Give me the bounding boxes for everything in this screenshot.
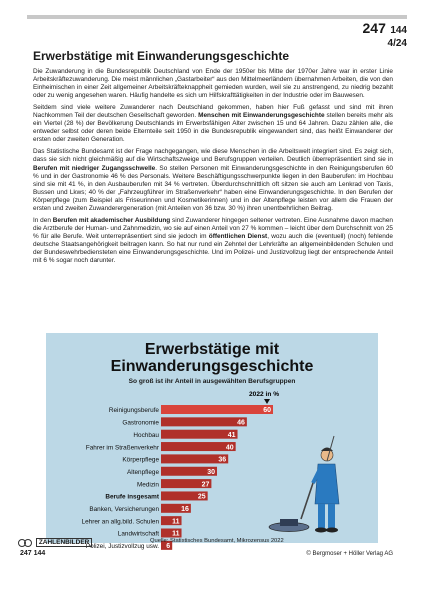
paragraph-2 — [33, 104, 393, 144]
value-label: 27 — [201, 481, 210, 489]
top-rule — [27, 15, 407, 19]
value-label: 30 — [207, 468, 215, 476]
paragraph-4-text-a: In den — [33, 216, 53, 224]
paragraph-2-text-a: Seitdem sind viele weitere Zuwanderer nach Deutschland gekommen, haben hier Fuß gefasst und sind mit ihren Nachkommen Teil der deutschen Gesellschaft geworden. — [33, 104, 393, 120]
value-label: 40 — [225, 444, 234, 452]
paragraph-3-bold: Berufen mit niedriger Zugangsschwelle — [33, 164, 156, 172]
category-label: Körperpflege — [122, 456, 159, 464]
infographic — [31, 333, 393, 566]
value-label: 36 — [218, 456, 227, 464]
category-label: Hochbau — [133, 431, 159, 439]
paragraph-4-text-c: sind Zuwanderer hingegen seltener vertreten. Eine Ausnahme davon machen die Arztberufe der Human- und Zahnmedizin, wo sie auf einen Anteil von 27 % kommen – leicht über dem Durchschnitt von 25 % für alle Berufe. Weit unterrepräsentiert sind sie jedoch im — [33, 216, 394, 240]
category-label: Altenpflege — [127, 468, 159, 476]
bar — [161, 405, 273, 414]
down-arrow-icon — [264, 399, 270, 404]
category-label: Banken, Versicherungen — [89, 506, 159, 513]
category-label: Berufe insgesamt — [105, 493, 159, 501]
copyright: © Bergmoser + Höller Verlag AG — [306, 551, 393, 557]
value-label: 41 — [227, 431, 236, 439]
category-label: Lehrer an allg.bild. Schulen — [81, 518, 159, 526]
document-number — [363, 21, 408, 49]
category-label: Landwirtschaft — [117, 530, 159, 538]
chart-source: Quelle: Statistisches Bundesamt, Mikrozensus 2022 — [150, 538, 284, 544]
paragraph-3 — [33, 148, 393, 212]
value-label: 11 — [172, 518, 180, 526]
paragraph-4-bold-1: Berufen mit akademischer Ausbildung — [52, 216, 171, 224]
doc-issue: 4/24 — [387, 38, 407, 49]
value-label: 11 — [172, 530, 180, 538]
footer-number: 247 144 — [20, 550, 46, 557]
value-label: 60 — [263, 407, 271, 415]
paragraph-2-bold: Menschen mit Einwanderungsgeschichte — [198, 112, 325, 120]
paragraph-3-text-a: Das Statistische Bundesamt ist der Frage nachgegangen, wie diese Menschen in die Arbeitswelt integriert sind. Es zeigt sich, dass sie sich nicht gleichmäßig auf die Wirtschaftszweige und Berufsgruppen verteilen. Deutlich überrepräsentiert sind sie in — [33, 148, 393, 164]
category-label: Polizei, Justizvollzug usw. — [85, 543, 159, 551]
doc-number-main: 247 — [362, 20, 386, 36]
value-label: 6 — [166, 543, 171, 551]
bar — [161, 430, 238, 439]
paragraph-4-text-e: , wozu auch die (eventuell) (noch) fehlende deutsche Staatsangehörigkeit beitragen kann. So hat nur rund ein Zehntel der Lehrkräfte an allgemeinbildenden Schulen und der Bundeswehrbediensteten eine Einwanderungsgeschichte. Und im Polizei- und Justizvollzug liegt der entsprechende Anteil mit 6 % sogar noch darunter. — [33, 232, 393, 265]
value-label: 46 — [237, 419, 245, 427]
paragraph-4-bold-2: öffentlichen Dienst — [208, 232, 268, 240]
bar — [161, 442, 236, 451]
bars-group — [82, 391, 280, 550]
page-title: Erwerbstätige mit Einwanderungsgeschichte — [33, 49, 290, 63]
publisher-logo — [18, 538, 92, 547]
logo-label: ZAHLENBILDER — [36, 538, 93, 547]
category-label: Reinigungsberufe — [108, 407, 159, 415]
column-header: 2022 in % — [249, 391, 280, 398]
logo-circles-icon — [18, 539, 32, 546]
paragraph-2-text-c: stellen bereits mehr als ein Viertel (28 %) der Bevölkerung Deutschlands im Erwerbsfähigen Alter zwischen 15 und 64 Jahren. Dazu zählen alle, die entweder selbst oder deren beide Elternteile seit 1950 in die Bundesrepublik eingewandert sind, das heißt Einwanderer der ersten oder zweiten Generation. — [33, 112, 393, 144]
category-label: Gastronomie — [122, 419, 159, 427]
value-label: 25 — [197, 493, 206, 501]
bar — [161, 417, 247, 426]
doc-number-sub: 144 — [390, 25, 407, 36]
chart-title: Erwerbstätige mit Einwanderungsgeschichte — [110, 341, 314, 375]
chart-subtitle: So groß ist ihr Anteil in ausgewählten Berufsgruppen — [128, 378, 296, 385]
cleaner-illustration — [269, 436, 339, 533]
bar-chart — [31, 333, 393, 566]
paragraph-4 — [33, 217, 393, 265]
category-label: Fahrer im Straßenverkehr — [85, 444, 159, 452]
article-body — [33, 68, 393, 269]
category-label: Medizin — [136, 481, 159, 489]
paragraph-1-text: Die Zuwanderung in die Bundesrepublik Deutschland von Ende der 1950er bis Mitte der 1970er Jahre war in erster Linie Arbeitskräftezuwanderung. Die meist männlichen „Gastarbeiter“ aus den Mittelmeerländern übernahmen Arbeiten, die von den Einheimischen in einer Zeit allgemeiner Arbeitskräfteknappheit gemieden wurden, weil sie zu anstrengend, zu niedrig bezahlt oder zu wenig angesehen waren. Häufig handelte es sich um Hilfskrafttätigkeiten in der Industrie oder im Bauwesen. — [33, 68, 393, 100]
paragraph-1 — [33, 68, 393, 100]
value-label: 16 — [181, 506, 189, 513]
paragraph-3-text-c: . So stellen Personen mit Einwanderungsgeschichte in den Reinigungsberufen 60 % und in der Gastronomie 46 % des Personals. Weitere Beschäftigungsschwerpunkte liegen in den Bauberufen: im Hochbau sind sie mit 41 %, in den Ausbauberufen mit 34 % vertreten. Überdurchschnittlich oft sitzen sie auch am Lenkrad von Taxis, Bussen und Lkws; 40 % der „Fahrzeugführer im Straßenverkehr“ haben eine Einwanderungsgeschichte. In den Berufen der Körperpflege (zum Beispiel als Friseurinnen und Kosmetikerinnen) und in der Altenpflege leisten vor allem die Frauen der ersten und zweiten Zuwanderergeneration (mit Anteilen von 36 bzw. 30 %) ihren unentbehrlichen Beitrag. — [33, 164, 393, 212]
